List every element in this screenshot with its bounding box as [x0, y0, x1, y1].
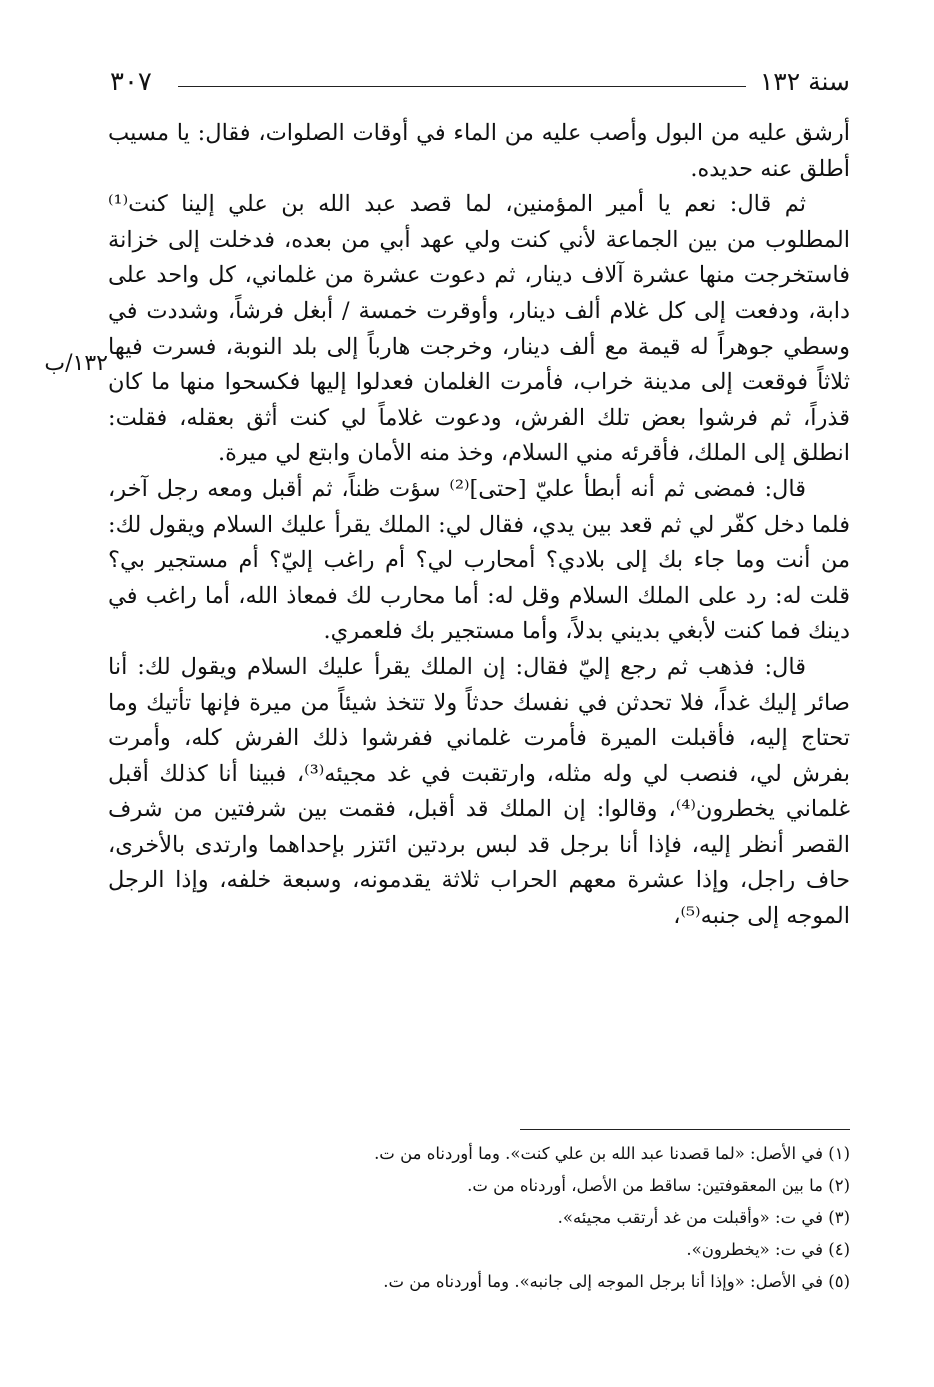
- manuscript-folio-marker: ١٣٢/ب: [44, 351, 108, 376]
- page-number: ٣٠٧: [110, 67, 152, 97]
- paragraph: أرشق عليه من البول وأصب عليه من الماء في أوقات الصلوات، فقال: يا مسيب أطلق عنه حديده.: [108, 120, 850, 182]
- running-head: سنة ١٣٢: [759, 67, 850, 96]
- header-rule: [178, 86, 746, 87]
- paragraph: قال: فذهب ثم رجع إليّ فقال: إن الملك يقرأ عليك السلام ويقول لك: أنا صائر إليك غداً، فلا تحدثن في نفسك حدثاً ولا تتخذ شيئاً من ميرة فإنها تأتيك وما تحتاج إليه، فأقبلت الميرة فأمرت غلماني ففرشوا ذلك الفرش كله، وأمرت بفرش لي، فنصب لي وله مثله، وارتقبت في غد مجيئه⁽³⁾، فبينا أنا كذلك أقبل غلماني يخطرون⁽⁴⁾، وقالوا: إن الملك قد أقبل، فقمت بين شرفتين من شرف القصر أنظر إليه، فإذا أنا برجل قد لبس بردتين ائتزر بإحداهما وارتدى بالأخرى، حاف راجل، وإذا عشرة معهم الحراب ثلاثة يقدمونه، وسبعة خلفه، وإذا الرجل الموجه إلى جنبه⁽⁵⁾،: [108, 653, 850, 930]
- footnote: (١) في الأصل: «لما قصدنا عبد الله بن علي كنت». وما أوردناه من ت.: [374, 1144, 850, 1163]
- page-header: [110, 62, 850, 102]
- main-text: [108, 116, 850, 935]
- footnote: (٥) في الأصل: «وإذا أنا برجل الموجه إلى جانبه». وما أوردناه من ت.: [383, 1272, 850, 1291]
- footnotes: [130, 1138, 850, 1298]
- footnote: (٤) في ت: «يخطرون».: [686, 1240, 850, 1259]
- footnote: (٣) في ت: «وأقبلت من غد أرتقب مجيئه».: [557, 1208, 850, 1227]
- paragraph: ثم قال: نعم يا أمير المؤمنين، لما قصد عبد الله بن علي إلينا كنت⁽¹⁾ المطلوب من بين الجماعة لأني كنت ولي عهد أبي من بعده، فدخلت إلى خزانة فاستخرجت منها عشرة آلاف دينار، ثم دعوت عشرة من غلماني، كل واحد على دابة، ودفعت إلى كل غلام ألف دينار، وأوقرت خمسة / أبغل فرشاً، وشددت في وسطي جوهراً له قيمة مع ألف دينار، وخرجت هارباً إلى بلد النوبة، فسرت فيها ثلاثاً فوقعت إلى مدينة خراب، فأمرت الغلمان فعدلوا إليها فكسحوا منها ما كان قذراً، ثم فرشوا بعض تلك الفرش، ودعوت غلاماً لي كنت أثق بعقله، فقلت: انطلق إلى الملك، فأقرئه مني السلام، وخذ منه الأمان وابتع لي ميرة.: [108, 191, 850, 467]
- paragraph: قال: فمضى ثم أنه أبطأ عليّ [حتى]⁽²⁾ سؤت ظناً، ثم أقبل ومعه رجل آخر، فلما دخل كفّر لي ثم قعد بين يدي، فقال لي: الملك يقرأ عليك السلام ويقول لك: من أنت وما جاء بك إلى بلادي؟ أمحارب لي؟ أم راغب إليّ؟ أم مستجير بي؟ قلت له: رد على الملك السلام وقل له: أما محارب لك فمعاذ الله، أما راغب في دينك فما كنت لأبغي بديني بدلاً، وأما مستجير بك فلعمري.: [108, 475, 850, 645]
- footnote: (٢) ما بين المعقوفتين: ساقط من الأصل، أوردناه من ت.: [467, 1176, 850, 1195]
- footnote-separator: [520, 1129, 850, 1130]
